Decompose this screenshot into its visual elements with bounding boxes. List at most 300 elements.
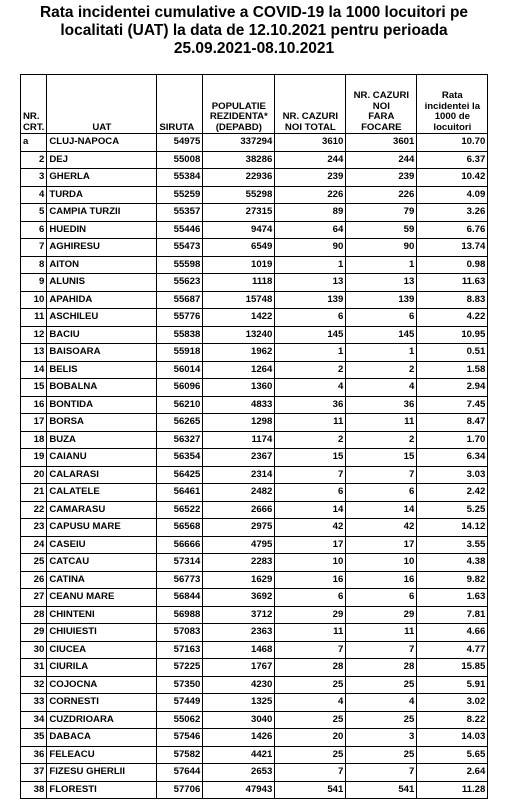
cell-siruta: 57582	[157, 746, 203, 764]
cell-nr-crt: 33	[21, 694, 47, 712]
header-nr-crt: NR. CRT.	[21, 75, 47, 134]
cell-populatie: 2314	[203, 466, 275, 484]
cell-nr-crt: 12	[21, 326, 47, 344]
cell-siruta: 55598	[157, 256, 203, 274]
cell-cazuri-total: 25	[275, 676, 346, 694]
cell-uat: CHIUIESTI	[47, 624, 157, 642]
cell-siruta: 56666	[157, 536, 203, 554]
cell-siruta: 56844	[157, 589, 203, 607]
cell-siruta: 56522	[157, 501, 203, 519]
cell-nr-crt: 28	[21, 606, 47, 624]
cell-siruta: 57083	[157, 624, 203, 642]
header-uat: UAT	[47, 75, 157, 134]
cell-siruta: 55918	[157, 344, 203, 362]
cell-cazuri-total: 6	[275, 589, 346, 607]
cell-uat: CAPUSU MARE	[47, 519, 157, 537]
table-row	[21, 379, 488, 397]
cell-populatie: 9474	[203, 221, 275, 239]
table-row	[21, 729, 488, 747]
cell-siruta: 55446	[157, 221, 203, 239]
table-row	[21, 466, 488, 484]
cell-nr-crt: 11	[21, 309, 47, 327]
cell-nr-crt: 3	[21, 169, 47, 187]
cell-nr-crt: 8	[21, 256, 47, 274]
cell-rata: 1.63	[417, 589, 488, 607]
cell-populatie: 1962	[203, 344, 275, 362]
cell-rata: 7.81	[417, 606, 488, 624]
cell-populatie: 2653	[203, 764, 275, 782]
cell-siruta: 57706	[157, 781, 203, 799]
cell-populatie: 55298	[203, 186, 275, 204]
cell-populatie: 1325	[203, 694, 275, 712]
cell-cazuri-total: 4	[275, 379, 346, 397]
cell-uat: FELEACU	[47, 746, 157, 764]
cell-siruta: 55623	[157, 274, 203, 292]
cell-cazuri-fara-focare: 239	[346, 169, 417, 187]
cell-uat: GHERLA	[47, 169, 157, 187]
cell-uat: CAIANU	[47, 449, 157, 467]
cell-cazuri-fara-focare: 25	[346, 676, 417, 694]
cell-cazuri-fara-focare: 11	[346, 624, 417, 642]
cell-rata: 3.55	[417, 536, 488, 554]
cell-populatie: 1298	[203, 414, 275, 432]
cell-cazuri-fara-focare: 1	[346, 256, 417, 274]
cell-rata: 6.76	[417, 221, 488, 239]
cell-nr-crt: 17	[21, 414, 47, 432]
cell-cazuri-total: 11	[275, 624, 346, 642]
cell-uat: DEJ	[47, 151, 157, 169]
cell-cazuri-total: 25	[275, 711, 346, 729]
cell-populatie: 38286	[203, 151, 275, 169]
cell-populatie: 4230	[203, 676, 275, 694]
cell-uat: BONTIDA	[47, 396, 157, 414]
cell-cazuri-total: 89	[275, 204, 346, 222]
cell-uat: CALARASI	[47, 466, 157, 484]
cell-rata: 10.70	[417, 134, 488, 152]
cell-uat: DABACA	[47, 729, 157, 747]
cell-cazuri-fara-focare: 6	[346, 309, 417, 327]
table-row	[21, 589, 488, 607]
table-body	[21, 134, 488, 799]
cell-uat: BACIU	[47, 326, 157, 344]
cell-nr-crt: 2	[21, 151, 47, 169]
cell-uat: AITON	[47, 256, 157, 274]
cell-populatie: 2283	[203, 554, 275, 572]
cell-cazuri-total: 20	[275, 729, 346, 747]
cell-rata: 3.02	[417, 694, 488, 712]
cell-cazuri-fara-focare: 59	[346, 221, 417, 239]
cell-cazuri-fara-focare: 6	[346, 484, 417, 502]
cell-populatie: 3692	[203, 589, 275, 607]
cell-nr-crt: 6	[21, 221, 47, 239]
table-row	[21, 326, 488, 344]
cell-uat: CHINTENI	[47, 606, 157, 624]
cell-siruta: 55776	[157, 309, 203, 327]
cell-uat: CATINA	[47, 571, 157, 589]
cell-rata: 4.38	[417, 554, 488, 572]
cell-cazuri-fara-focare: 90	[346, 239, 417, 257]
cell-siruta: 57163	[157, 641, 203, 659]
cell-cazuri-total: 226	[275, 186, 346, 204]
cell-cazuri-fara-focare: 11	[346, 414, 417, 432]
cell-nr-crt: 14	[21, 361, 47, 379]
cell-populatie: 1019	[203, 256, 275, 274]
cell-siruta: 55259	[157, 186, 203, 204]
cell-nr-crt: 36	[21, 746, 47, 764]
header-cazuri-total: NR. CAZURI NOI TOTAL	[275, 75, 346, 134]
cell-cazuri-total: 1	[275, 256, 346, 274]
cell-siruta: 56773	[157, 571, 203, 589]
cell-rata: 9.82	[417, 571, 488, 589]
cell-uat: CUZDRIOARA	[47, 711, 157, 729]
cell-rata: 5.91	[417, 676, 488, 694]
table-row	[21, 641, 488, 659]
cell-nr-crt: 10	[21, 291, 47, 309]
cell-cazuri-total: 16	[275, 571, 346, 589]
cell-nr-crt: 31	[21, 659, 47, 677]
cell-cazuri-total: 6	[275, 484, 346, 502]
cell-nr-crt: 24	[21, 536, 47, 554]
cell-rata: 4.77	[417, 641, 488, 659]
cell-nr-crt: 29	[21, 624, 47, 642]
cell-populatie: 4795	[203, 536, 275, 554]
cell-cazuri-fara-focare: 7	[346, 641, 417, 659]
cell-uat: FLORESTI	[47, 781, 157, 799]
cell-siruta: 56014	[157, 361, 203, 379]
cell-nr-crt: 38	[21, 781, 47, 799]
cell-uat: BAISOARA	[47, 344, 157, 362]
cell-rata: 4.22	[417, 309, 488, 327]
cell-cazuri-fara-focare: 42	[346, 519, 417, 537]
table-row	[21, 554, 488, 572]
cell-siruta: 55838	[157, 326, 203, 344]
table-row	[21, 484, 488, 502]
cell-siruta: 55008	[157, 151, 203, 169]
cell-rata: 5.65	[417, 746, 488, 764]
header-populatie: POPULATIE REZIDENTA* (DEPABD)	[203, 75, 275, 134]
table-row	[21, 204, 488, 222]
cell-uat: CEANU MARE	[47, 589, 157, 607]
cell-uat: BORSA	[47, 414, 157, 432]
cell-nr-crt: 20	[21, 466, 47, 484]
title-line-3: 25.09.2021-08.10.2021	[173, 40, 335, 57]
cell-siruta: 57314	[157, 554, 203, 572]
table-row	[21, 396, 488, 414]
cell-populatie: 4421	[203, 746, 275, 764]
cell-rata: 6.34	[417, 449, 488, 467]
cell-rata: 8.47	[417, 414, 488, 432]
table-row	[21, 361, 488, 379]
cell-nr-crt: 7	[21, 239, 47, 257]
cell-cazuri-total: 25	[275, 746, 346, 764]
cell-uat: BUZA	[47, 431, 157, 449]
cell-populatie: 2482	[203, 484, 275, 502]
cell-nr-crt: 25	[21, 554, 47, 572]
cell-cazuri-fara-focare: 79	[346, 204, 417, 222]
cell-cazuri-total: 7	[275, 764, 346, 782]
cell-cazuri-total: 10	[275, 554, 346, 572]
cell-siruta: 55357	[157, 204, 203, 222]
cell-siruta: 56327	[157, 431, 203, 449]
cell-populatie: 1629	[203, 571, 275, 589]
cell-cazuri-total: 28	[275, 659, 346, 677]
cell-populatie: 2363	[203, 624, 275, 642]
cell-siruta: 57350	[157, 676, 203, 694]
cell-cazuri-fara-focare: 29	[346, 606, 417, 624]
cell-nr-crt: 19	[21, 449, 47, 467]
cell-populatie: 27315	[203, 204, 275, 222]
cell-cazuri-fara-focare: 1	[346, 344, 417, 362]
cell-rata: 0.51	[417, 344, 488, 362]
cell-uat: BELIS	[47, 361, 157, 379]
cell-rata: 7.45	[417, 396, 488, 414]
table-row	[21, 134, 488, 152]
table-row	[21, 606, 488, 624]
cell-nr-crt: 13	[21, 344, 47, 362]
cell-rata: 6.37	[417, 151, 488, 169]
cell-rata: 4.09	[417, 186, 488, 204]
cell-uat: FIZESU GHERLII	[47, 764, 157, 782]
cell-siruta: 56425	[157, 466, 203, 484]
cell-uat: CAMPIA TURZII	[47, 204, 157, 222]
cell-siruta: 57449	[157, 694, 203, 712]
cell-populatie: 1118	[203, 274, 275, 292]
cell-uat: CALATELE	[47, 484, 157, 502]
cell-rata: 2.64	[417, 764, 488, 782]
cell-cazuri-fara-focare: 36	[346, 396, 417, 414]
cell-cazuri-fara-focare: 15	[346, 449, 417, 467]
cell-nr-crt: 16	[21, 396, 47, 414]
table-row	[21, 186, 488, 204]
cell-uat: ASCHILEU	[47, 309, 157, 327]
cell-cazuri-fara-focare: 226	[346, 186, 417, 204]
table-row	[21, 624, 488, 642]
cell-uat: CORNESTI	[47, 694, 157, 712]
header-row	[21, 75, 488, 134]
cell-cazuri-fara-focare: 10	[346, 554, 417, 572]
cell-siruta: 56354	[157, 449, 203, 467]
cell-cazuri-fara-focare: 7	[346, 764, 417, 782]
header-siruta: SIRUTA	[157, 75, 203, 134]
table-row	[21, 694, 488, 712]
cell-nr-crt: 21	[21, 484, 47, 502]
cell-rata: 8.83	[417, 291, 488, 309]
table-row	[21, 221, 488, 239]
cell-siruta: 56568	[157, 519, 203, 537]
cell-cazuri-total: 13	[275, 274, 346, 292]
cell-populatie: 22936	[203, 169, 275, 187]
cell-rata: 10.95	[417, 326, 488, 344]
cell-populatie: 1468	[203, 641, 275, 659]
cell-cazuri-total: 11	[275, 414, 346, 432]
table-row	[21, 239, 488, 257]
cell-cazuri-fara-focare: 2	[346, 361, 417, 379]
cell-populatie: 2666	[203, 501, 275, 519]
cell-cazuri-total: 139	[275, 291, 346, 309]
cell-cazuri-fara-focare: 7	[346, 466, 417, 484]
cell-nr-crt: 35	[21, 729, 47, 747]
cell-uat: CLUJ-NAPOCA	[47, 134, 157, 152]
cell-rata: 14.12	[417, 519, 488, 537]
cell-uat: ALUNIS	[47, 274, 157, 292]
table-row	[21, 414, 488, 432]
cell-rata: 1.70	[417, 431, 488, 449]
cell-populatie: 1426	[203, 729, 275, 747]
cell-uat: CATCAU	[47, 554, 157, 572]
cell-uat: APAHIDA	[47, 291, 157, 309]
cell-cazuri-fara-focare: 25	[346, 711, 417, 729]
cell-rata: 5.25	[417, 501, 488, 519]
cell-cazuri-total: 42	[275, 519, 346, 537]
header-rata-incidentei: Rata incidentei la 1000 de locuitori	[417, 75, 488, 134]
table-row	[21, 764, 488, 782]
incidence-table	[20, 74, 488, 799]
cell-siruta: 56265	[157, 414, 203, 432]
cell-nr-crt: 15	[21, 379, 47, 397]
table-row	[21, 309, 488, 327]
cell-cazuri-total: 2	[275, 431, 346, 449]
cell-cazuri-fara-focare: 6	[346, 589, 417, 607]
table-row	[21, 711, 488, 729]
table-row	[21, 449, 488, 467]
cell-rata: 1.58	[417, 361, 488, 379]
table-row	[21, 344, 488, 362]
cell-cazuri-total: 1	[275, 344, 346, 362]
cell-cazuri-total: 7	[275, 641, 346, 659]
title-line-2: localitati (UAT) la data de 12.10.2021 pentru perioada	[60, 22, 448, 39]
cell-rata: 11.63	[417, 274, 488, 292]
cell-cazuri-total: 15	[275, 449, 346, 467]
cell-cazuri-total: 541	[275, 781, 346, 799]
cell-siruta: 56988	[157, 606, 203, 624]
cell-cazuri-total: 90	[275, 239, 346, 257]
cell-nr-crt: 22	[21, 501, 47, 519]
table-row	[21, 501, 488, 519]
cell-rata: 13.74	[417, 239, 488, 257]
header-cazuri-fara-focare: NR. CAZURI NOI FARA FOCARE	[346, 75, 417, 134]
cell-cazuri-total: 244	[275, 151, 346, 169]
cell-siruta: 54975	[157, 134, 203, 152]
document-title	[0, 0, 508, 62]
table-row	[21, 659, 488, 677]
cell-cazuri-fara-focare: 2	[346, 431, 417, 449]
cell-populatie: 2975	[203, 519, 275, 537]
table-row	[21, 169, 488, 187]
cell-uat: CIURILA	[47, 659, 157, 677]
cell-rata: 2.94	[417, 379, 488, 397]
cell-rata: 3.26	[417, 204, 488, 222]
cell-cazuri-fara-focare: 541	[346, 781, 417, 799]
cell-siruta: 56210	[157, 396, 203, 414]
table-row	[21, 431, 488, 449]
cell-cazuri-total: 239	[275, 169, 346, 187]
cell-cazuri-fara-focare: 4	[346, 379, 417, 397]
table-row	[21, 781, 488, 799]
cell-populatie: 6549	[203, 239, 275, 257]
cell-rata: 0.98	[417, 256, 488, 274]
cell-nr-crt: 18	[21, 431, 47, 449]
cell-cazuri-fara-focare: 14	[346, 501, 417, 519]
cell-populatie: 1422	[203, 309, 275, 327]
cell-siruta: 55384	[157, 169, 203, 187]
cell-siruta: 57225	[157, 659, 203, 677]
cell-populatie: 1360	[203, 379, 275, 397]
cell-cazuri-total: 2	[275, 361, 346, 379]
cell-populatie: 47943	[203, 781, 275, 799]
title-line-1: Rata incidentei cumulative a COVID-19 la 1000 locuitori pe	[39, 4, 469, 21]
cell-nr-crt: 9	[21, 274, 47, 292]
table-row	[21, 536, 488, 554]
cell-nr-crt: 5	[21, 204, 47, 222]
cell-uat: CIUCEA	[47, 641, 157, 659]
cell-cazuri-fara-focare: 244	[346, 151, 417, 169]
cell-nr-crt: 34	[21, 711, 47, 729]
cell-cazuri-total: 64	[275, 221, 346, 239]
cell-siruta: 57546	[157, 729, 203, 747]
cell-uat: COJOCNA	[47, 676, 157, 694]
cell-cazuri-total: 6	[275, 309, 346, 327]
cell-rata: 15.85	[417, 659, 488, 677]
cell-cazuri-total: 36	[275, 396, 346, 414]
cell-rata: 8.22	[417, 711, 488, 729]
cell-cazuri-fara-focare: 145	[346, 326, 417, 344]
cell-populatie: 1767	[203, 659, 275, 677]
table-row	[21, 274, 488, 292]
cell-uat: CAMARASU	[47, 501, 157, 519]
cell-siruta: 56096	[157, 379, 203, 397]
cell-cazuri-fara-focare: 17	[346, 536, 417, 554]
cell-nr-crt: 26	[21, 571, 47, 589]
cell-cazuri-total: 145	[275, 326, 346, 344]
cell-cazuri-fara-focare: 4	[346, 694, 417, 712]
cell-nr-crt: 30	[21, 641, 47, 659]
cell-populatie: 15748	[203, 291, 275, 309]
cell-siruta: 55687	[157, 291, 203, 309]
cell-uat: HUEDIN	[47, 221, 157, 239]
cell-rata: 2.42	[417, 484, 488, 502]
cell-siruta: 55473	[157, 239, 203, 257]
cell-populatie: 13240	[203, 326, 275, 344]
cell-rata: 3.03	[417, 466, 488, 484]
cell-cazuri-total: 3610	[275, 134, 346, 152]
cell-siruta: 55062	[157, 711, 203, 729]
cell-nr-crt: 4	[21, 186, 47, 204]
table-row	[21, 256, 488, 274]
cell-cazuri-total: 17	[275, 536, 346, 554]
cell-nr-crt: 37	[21, 764, 47, 782]
cell-cazuri-fara-focare: 16	[346, 571, 417, 589]
cell-populatie: 2367	[203, 449, 275, 467]
cell-populatie: 337294	[203, 134, 275, 152]
cell-uat: AGHIRESU	[47, 239, 157, 257]
table-row	[21, 519, 488, 537]
cell-populatie: 1174	[203, 431, 275, 449]
cell-uat: TURDA	[47, 186, 157, 204]
cell-uat: BOBALNA	[47, 379, 157, 397]
cell-populatie: 1264	[203, 361, 275, 379]
table-row	[21, 291, 488, 309]
cell-populatie: 3712	[203, 606, 275, 624]
cell-cazuri-fara-focare: 25	[346, 746, 417, 764]
cell-cazuri-fara-focare: 3	[346, 729, 417, 747]
cell-nr-crt: 27	[21, 589, 47, 607]
cell-cazuri-total: 4	[275, 694, 346, 712]
cell-cazuri-fara-focare: 139	[346, 291, 417, 309]
cell-nr-crt: 32	[21, 676, 47, 694]
cell-rata: 4.66	[417, 624, 488, 642]
cell-cazuri-fara-focare: 13	[346, 274, 417, 292]
table-row	[21, 151, 488, 169]
